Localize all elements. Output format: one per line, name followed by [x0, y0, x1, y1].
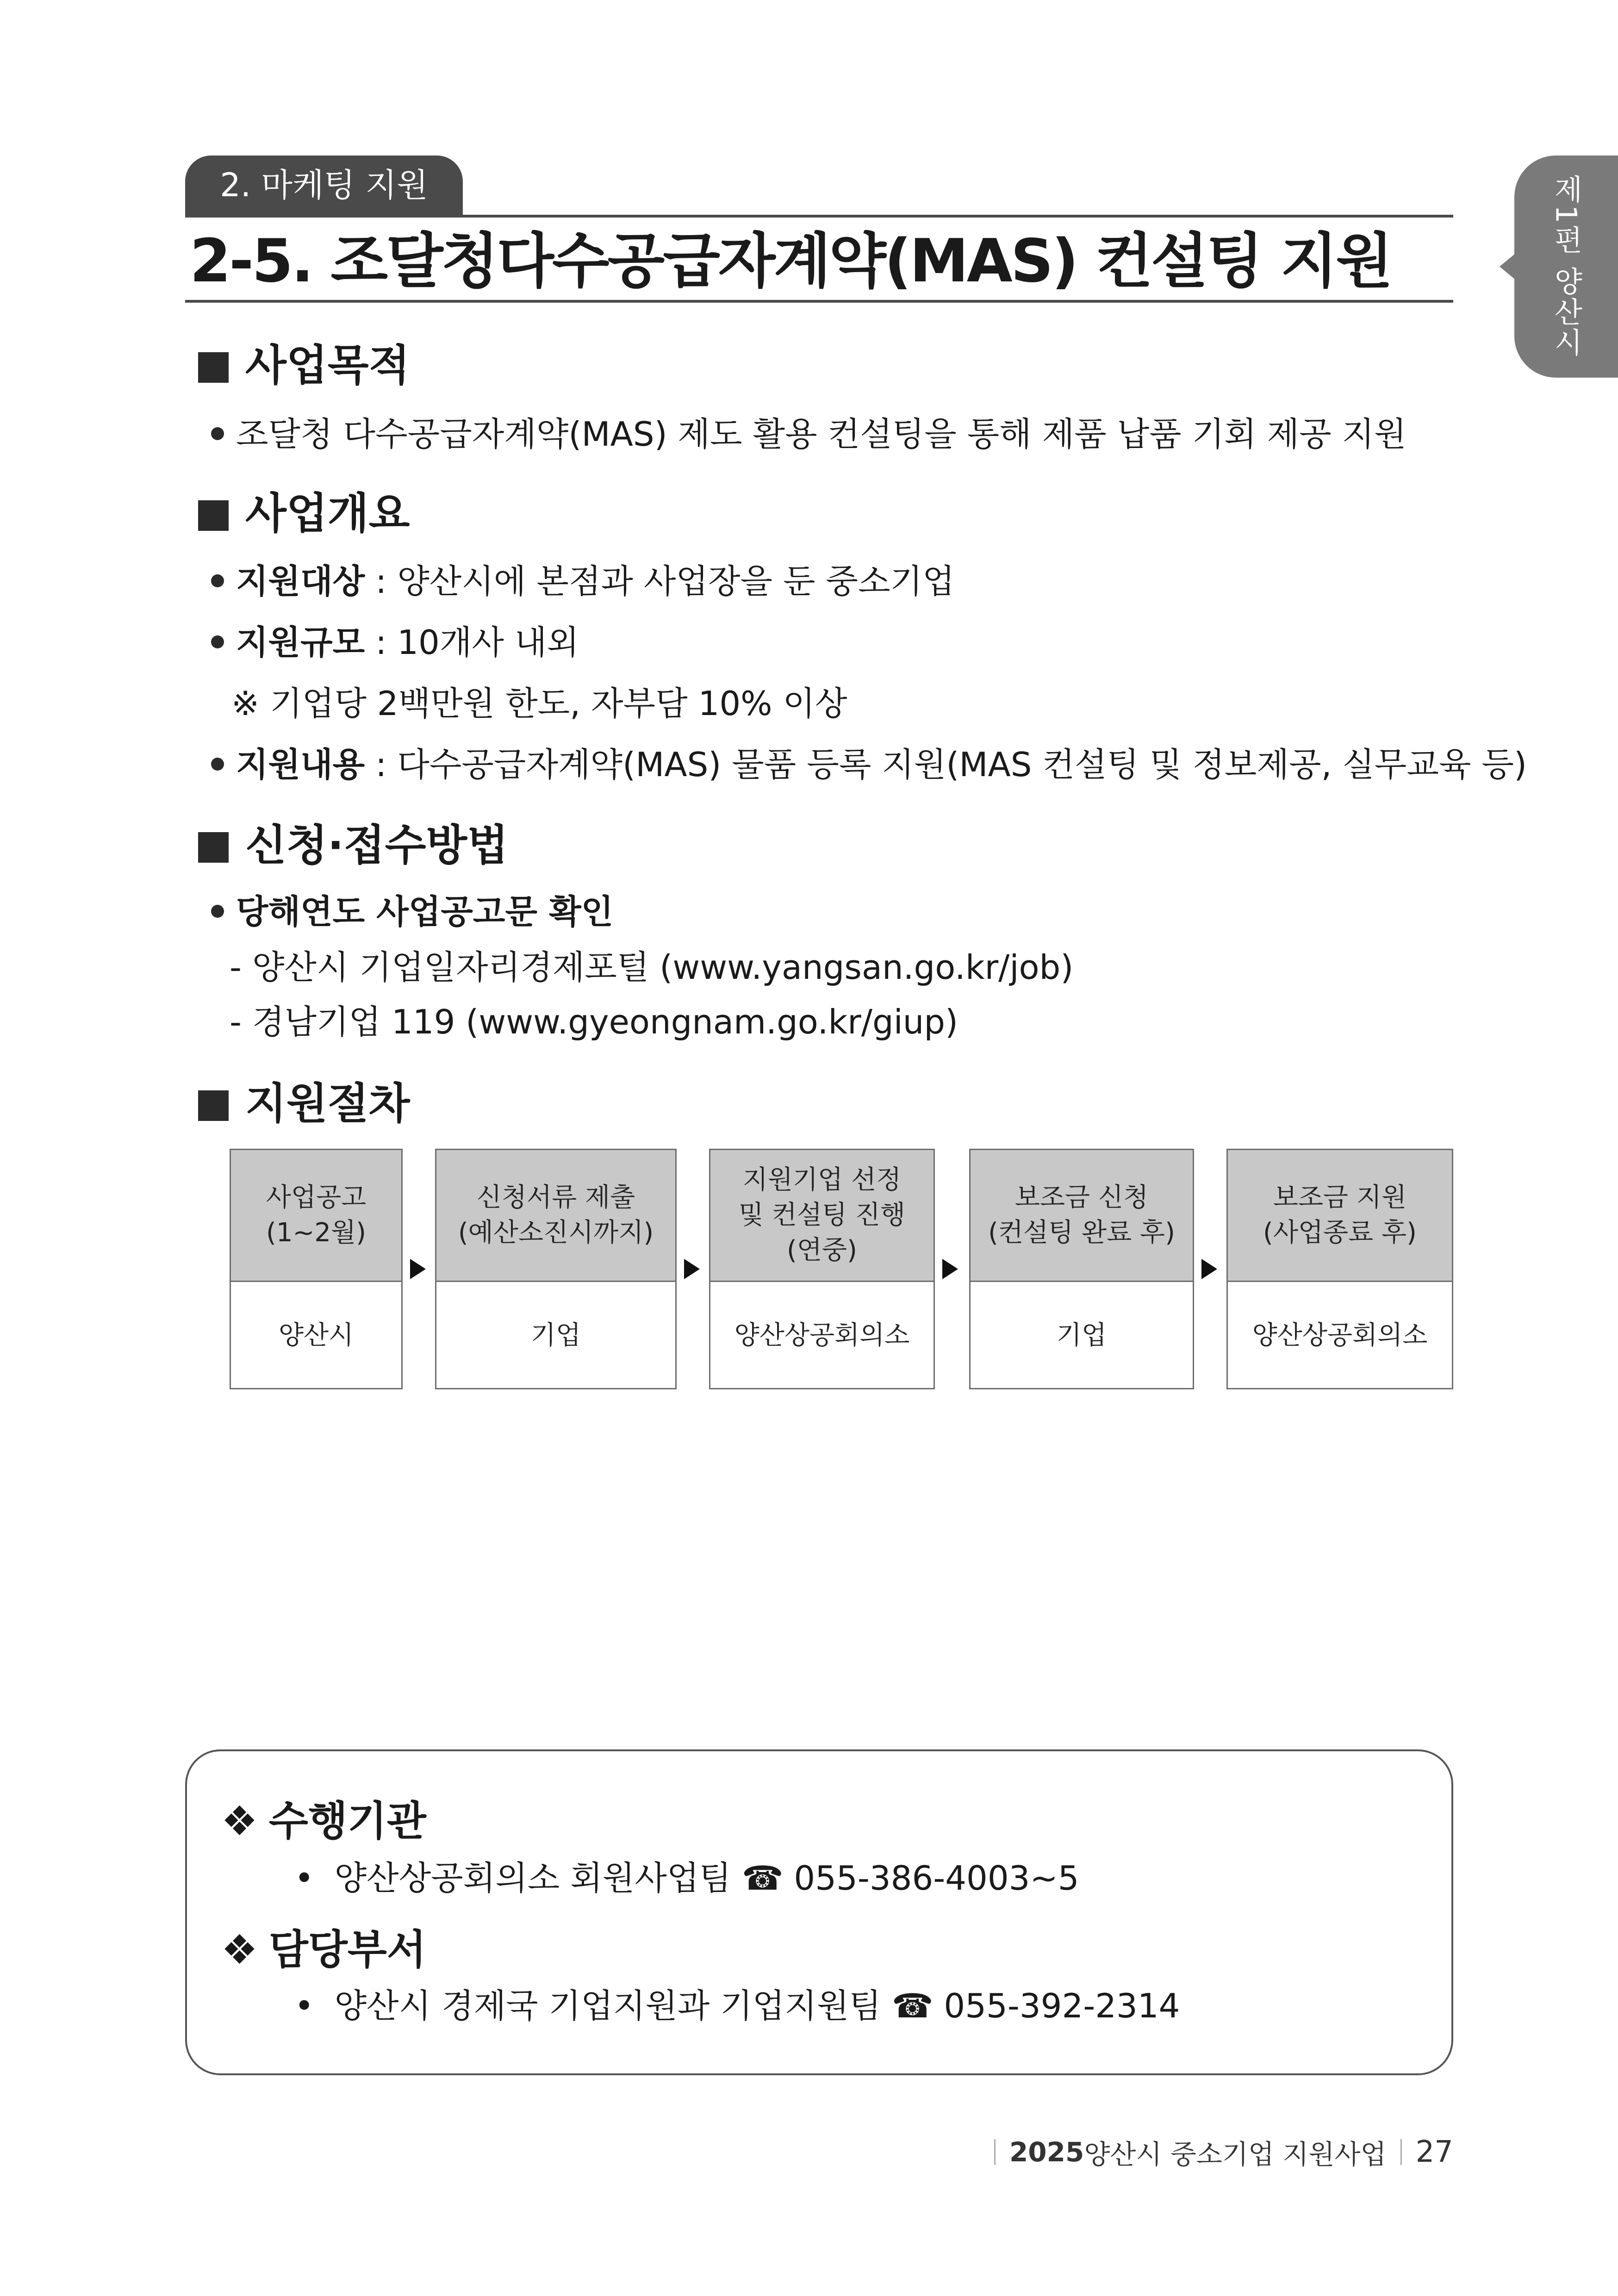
side-tab-pointer [1500, 254, 1515, 280]
purpose-text [211, 412, 1406, 456]
application-link-1: - 양산시 기업일자리경제포털 (www.yangsan.go.kr/job) [230, 948, 1074, 987]
application-heading [198, 820, 508, 871]
step-title: 보조금 신청 (컨설팅 완료 후) [971, 1150, 1193, 1282]
target-text: : 양산시에 본점과 사업장을 둔 중소기업 [365, 562, 955, 601]
step-title: 보조금 지원 (사업종료 후) [1228, 1150, 1452, 1282]
square-bullet-icon [198, 1090, 229, 1121]
scale-label: 지원규모 [236, 623, 365, 662]
middot-icon: • [294, 1986, 314, 2025]
content-text: : 다수공급자계약(MAS) 물품 등록 지원(MAS 컨설팅 및 정보제공, 실무교육 등) [365, 745, 1527, 784]
scale-text: : 10개사 내외 [365, 623, 579, 662]
application-bullet [211, 890, 613, 934]
page-footer [926, 2129, 1453, 2175]
bullet-dot-icon [211, 758, 224, 771]
procedure-heading [198, 1078, 410, 1129]
dept-heading-text: 담당부서 [268, 1926, 426, 1973]
step-title: 신청서류 제출 (예산소진시까지) [436, 1150, 675, 1282]
step-title: 지원기업 선정 및 컨설팅 진행 (연중) [710, 1150, 933, 1282]
agency-info [294, 1856, 1079, 1900]
diamond-icon: ❖ [221, 1797, 258, 1845]
dept-info [294, 1984, 1180, 2028]
footer-year: 2025 [1009, 2136, 1084, 2168]
purpose-heading [198, 340, 410, 391]
content-label: 지원내용 [236, 745, 365, 784]
square-bullet-icon [198, 352, 229, 383]
application-link-2: - 경남기업 119 (www.gyeongnam.go.kr/giup) [230, 1002, 958, 1041]
page-number: 27 [1415, 2135, 1453, 2169]
step-actor: 양산시 [278, 1320, 354, 1350]
overview-heading [198, 488, 410, 539]
chapter-side-tab-label [1514, 156, 1618, 378]
step-actor: 기업 [1056, 1320, 1107, 1350]
flow-arrow-icon [410, 1259, 426, 1279]
application-heading-text: 신청·접수방법 [245, 821, 509, 870]
overview-heading-text: 사업개요 [245, 489, 410, 538]
step-actor: 양산상공회의소 [1252, 1320, 1428, 1350]
bullet-dot-icon [211, 574, 224, 587]
title-top-rule [185, 215, 1453, 218]
flow-arrow-icon [942, 1259, 958, 1279]
square-bullet-icon [198, 832, 229, 863]
square-bullet-icon [198, 500, 229, 531]
procedure-step-5 [1226, 1149, 1453, 1389]
overview-target [211, 559, 955, 604]
middot-icon: • [294, 1859, 314, 1898]
procedure-step-2 [435, 1149, 677, 1389]
step-actor: 양산상공회의소 [734, 1320, 910, 1350]
page-title: 2-5. 조달청다수공급자계약(MAS) 컨설팅 지원 [190, 227, 1391, 296]
procedure-step-3 [709, 1149, 935, 1389]
footer-title: 양산시 중소기업 지원사업 [1084, 2139, 1387, 2170]
footer-divider [994, 2139, 996, 2165]
overview-content [211, 742, 1527, 787]
dept-heading [221, 1924, 426, 1975]
section-tab: 2. 마케팅 지원 [185, 156, 463, 215]
bullet-dot-icon [211, 905, 224, 918]
step-actor: 기업 [530, 1320, 581, 1350]
purpose-heading-text: 사업목적 [245, 341, 410, 390]
bullet-dot-icon [211, 427, 224, 440]
target-label: 지원대상 [236, 562, 365, 601]
procedure-heading-text: 지원절차 [245, 1079, 410, 1128]
purpose-text-value: 조달청 다수공급자계약(MAS) 제도 활용 컨설팅을 통해 제품 납품 기회 제공 지원 [236, 415, 1406, 454]
dept-text: 양산시 경제국 기업지원과 기업지원팀 ☎ 055-392-2314 [334, 1986, 1180, 2025]
agency-heading [221, 1796, 426, 1847]
title-bottom-rule [185, 300, 1453, 303]
side-tab-text: 제1편 양산시 [1549, 174, 1583, 359]
agency-text: 양산상공회의소 회원사업팀 ☎ 055-386-4003~5 [334, 1859, 1079, 1898]
footer-divider [1400, 2139, 1402, 2165]
procedure-step-4 [969, 1149, 1194, 1389]
flow-arrow-icon [684, 1259, 700, 1279]
application-bullet-text: 당해연도 사업공고문 확인 [236, 892, 614, 931]
bullet-dot-icon [211, 635, 224, 648]
diamond-icon: ❖ [221, 1926, 258, 1973]
overview-scale [211, 620, 579, 665]
overview-scale-note: ※ 기업당 2백만원 한도, 자부담 10% 이상 [231, 684, 847, 723]
flow-arrow-icon [1201, 1259, 1217, 1279]
procedure-step-1 [230, 1149, 403, 1389]
agency-heading-text: 수행기관 [268, 1797, 426, 1845]
step-title: 사업공고 (1~2월) [231, 1150, 401, 1282]
